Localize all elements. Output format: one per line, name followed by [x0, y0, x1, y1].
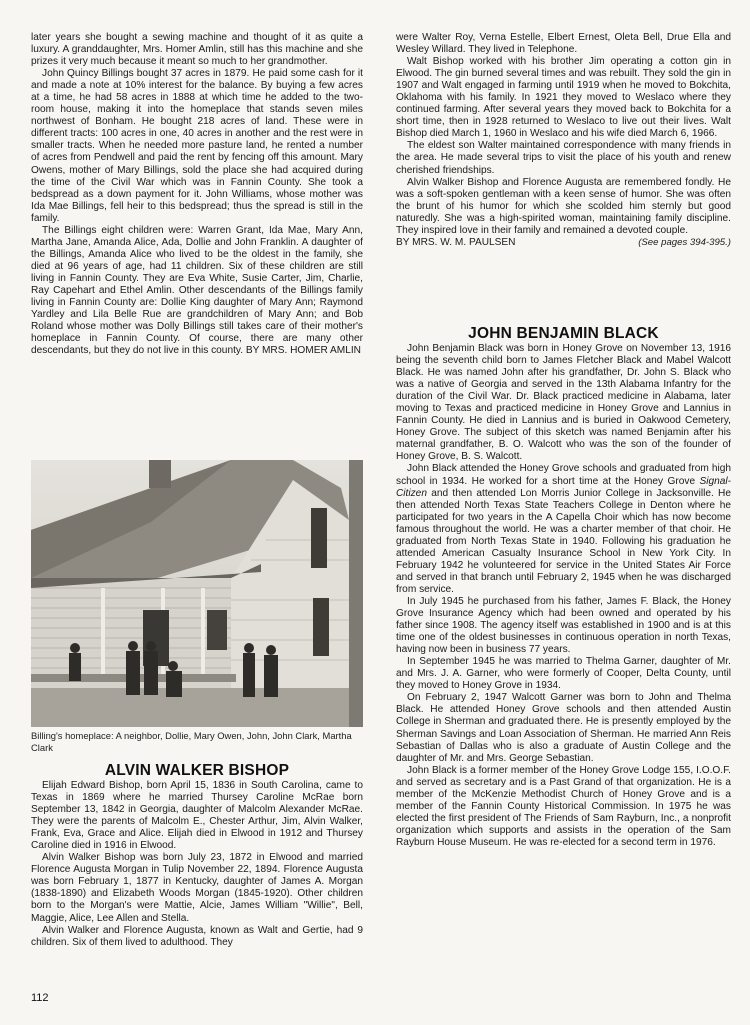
paragraph: were Walter Roy, Verna Estelle, Elbert Ernest, Oleta Bell, Drue Ella and Wesley Willard. They lived in Telephone.: [396, 32, 731, 56]
byline-row: [396, 237, 731, 249]
paragraph: In July 1945 he purchased from his father, James F. Black, the Honey Grove Insurance Agency which had been owned and operated by his father since 1908. The agency itself was established in 1900 and is at this time one of the oldest businesses in continuous operation in north Texas, having now been in business 77 years.: [396, 595, 731, 656]
byline: BY MRS. W. M. PAULSEN: [396, 236, 516, 248]
section-title: JOHN BENJAMIN BLACK: [468, 325, 659, 342]
text-run: and then attended Lon Morris Junior College in Jacksonville. He then attended North Texas State Teachers College in Denton where he participated for two years in the A Capella Choir which has now become famous throughout the world. He was a charter member of that choir. He graduated from North Texas State in 1940. Following his graduation he attended American Casualty Insurance School in New York City. In February 1942 he volunteered for service in the United States Air Force and served in that branch until February 2, 1945 when he was discharged from service.: [396, 487, 731, 595]
house-photo-icon: [31, 460, 363, 727]
paragraph: John Quincy Billings bought 37 acres in 1879. He paid some cash for it and made a note at 10% interest for the balance. By buying a few acres at a time, he had 58 acres in 1888 at which time he added to the two-room house, making it into the homeplace that stands seven miles northwest of Bonham. He bought 218 acres of land. These were in different tracts: 100 acres in one, 40 acres in another and the rest were in smaller tracts. When he needed more pasture land, he rented a number of acres from Pendwell and paid the rent by fencing off this amount. Mary Owens, mother of Mary Billings, sold the place she had acquired during the time of the Civil War which was in Fannin County. She took a bedspread as a down payment for it. John Williams, whose mother was Ida Mae Billings, fell heir to this bedspread; thus the spread is still in the family.: [31, 68, 363, 224]
section-title: ALVIN WALKER BISHOP: [104, 762, 290, 779]
paragraph: Alvin Walker and Florence Augusta, known as Walt and Gertie, had 9 children. Six of them lived to adulthood. They: [31, 924, 363, 948]
paragraph: On February 2, 1947 Walcott Garner was born to John and Thelma Black. He attended Honey Grove schools and then attended Austin College in Sherman and graduated there. He is presently employed by the Sherman Savings and Loan Association of Sherman. He married Ann Reis Sebastian of Dallas who is also a graduate of Austin College and the daughter of Mr. and Mrs. George Sebastian.: [396, 692, 731, 764]
paragraph: In September 1945 he was married to Thelma Garner, daughter of Mr. and Mrs. J. A. Garner, who were formerly of Cooper, Delta County, until they moved to Honey Grove in 1934.: [396, 656, 731, 692]
paragraph: Alvin Walker Bishop and Florence Augusta are remembered fondly. He was a soft-spoken gentleman with a keen sense of humor. She was often the brunt of his humor for which she scolded him sternly but good naturedly. She was a high-spirited woman, maintaining family discipline. They inspired love in their family and remained a devoted couple.: [396, 176, 731, 236]
photo-caption: Billing's homeplace: A neighbor, Dollie, Mary Owen, John, John Clark, Martha Clark: [31, 730, 352, 753]
black-section: [396, 325, 731, 849]
page-number: 112: [31, 992, 49, 1004]
left-column-text: [31, 32, 363, 442]
paragraph: The Billings eight children were: Warren Grant, Ida Mae, Mary Ann, Martha Jane, Amanda Alice, Ada, Dollie and John Franklin. A daughter of the Billings, Amanda Alice who lived to be the oldest in the family, she died at 96 years of age, had 11 children. Six of these children are still living in Fannin County. They are Eva White, Susie Carter, Jim, Charlie, Ray Capehart and Ethel Amlin. Other descendants of the Billings family living in Fannin County are: Dollie King daughter of Mary Ann; Raymond Yardley and Lila Belle Rue are grandchildren of Mary Ann; and Bob Roland whose mother was Dolly Billings still takes care of their mother's homeplace in Fannin County. Of course, there are many other descendants, but they do not live in this county. BY MRS. HOMER AMLIN: [31, 224, 363, 357]
paragraph: The eldest son Walter maintained correspondence with many friends in the area. He made several trips to visit the place of his youth and renew cherished friendships.: [396, 140, 731, 176]
paragraph: Walt Bishop worked with his brother Jim operating a cotton gin in Elwood. The gin burned several times and was rebuilt. They sold the gin in 1907 and Walt engaged in farming until 1919 when he moved to Bokchita, Oklahoma with his family. In 1921 they moved to Weslaco where they continued farming. After several years they moved back to Bokchita for a short time, then in 1928 returned to Weslaco to live out their lives. Walt Bishop died March 1, 1960 in Weslaco and his wife died March 6, 1966.: [396, 56, 731, 140]
paragraph: Alvin Walker Bishop was born July 23, 1872 in Elwood and married Florence Augusta Morgan in Tulip November 22, 1894. Florence Augusta was born February 1, 1877 in Kentucky, daughter of James A. Morgan (1838-1890) and Elizabeth Woods Morgan (1845-1920). Other children born to the Morgan's were Mattie, Alcie, James William "Willie", Bell, Maggie, Alice, Lee Allen and Stella.: [31, 852, 363, 924]
paragraph: [396, 463, 731, 596]
paragraph: Elijah Edward Bishop, born April 15, 1836 in South Carolina, came to Texas in 1869 where he married Thursey Caroline McRae born September 13, 1842 in Georgia, daughter of Malcolm Alexander McRae. They were the parents of Malcolm E., Chester Arthur, Jim, Alvin Walker, Frank, Eva, Grace and Alice. Elijah died in Elwood in 1912 and Thursey Caroline died in 1916 in Elwood.: [31, 780, 363, 852]
bishop-section: [31, 762, 363, 949]
paragraph: John Black is a former member of the Honey Grove Lodge 155, I.O.O.F. and served as secretary and is a Past Grand of that organization. He is a member of the McKenzie Methodist Church of Honey Grove and is a member of the Fannin County Historical Commission. In 1975 he was elected the first president of The Friends of Sam Rayburn, Inc., a nonprofit organization which supports and assists in the operation of the Sam Rayburn House Museum. He was re-elected for a second term in 1976.: [396, 764, 731, 848]
newspaper-name: Signal-Citizen: [396, 475, 731, 499]
paragraph: John Benjamin Black was born in Honey Grove on November 13, 1916 being the seventh child born to James Fletcher Black and Mabel Walcott Black. He was named John after his grandfather, Dr. John S. Black who was a native of Georgia and served in the 13th Alabama Infantry for the duration of the Civil War. Dr. Black practiced medicine in Alabama, later moving to Texas and practiced medicine in Honey Grove and Lannius in Fannin County. He died in Lannius and is buried in Oakwood Cemetery, Honey Grove. The subject of this sketch was named Benjamin after his maternal grandfather, B. O. Walcott who was the son of the founder of Honey Grove, B. S. Walcott.: [396, 343, 731, 463]
house-photo: [31, 460, 363, 727]
see-pages-note: (See pages 394-395.): [638, 236, 731, 248]
right-column-text: [396, 32, 731, 249]
text-run: John Black attended the Honey Grove schools and graduated from high school in 1934. He worked for a short time at the Honey Grove: [396, 463, 731, 487]
paragraph: later years she bought a sewing machine and thought of it as quite a luxury. A granddaughter, Mrs. Homer Amlin, still has this machine and she prizes it very much because it meant so much to her grandmother.: [31, 32, 363, 68]
